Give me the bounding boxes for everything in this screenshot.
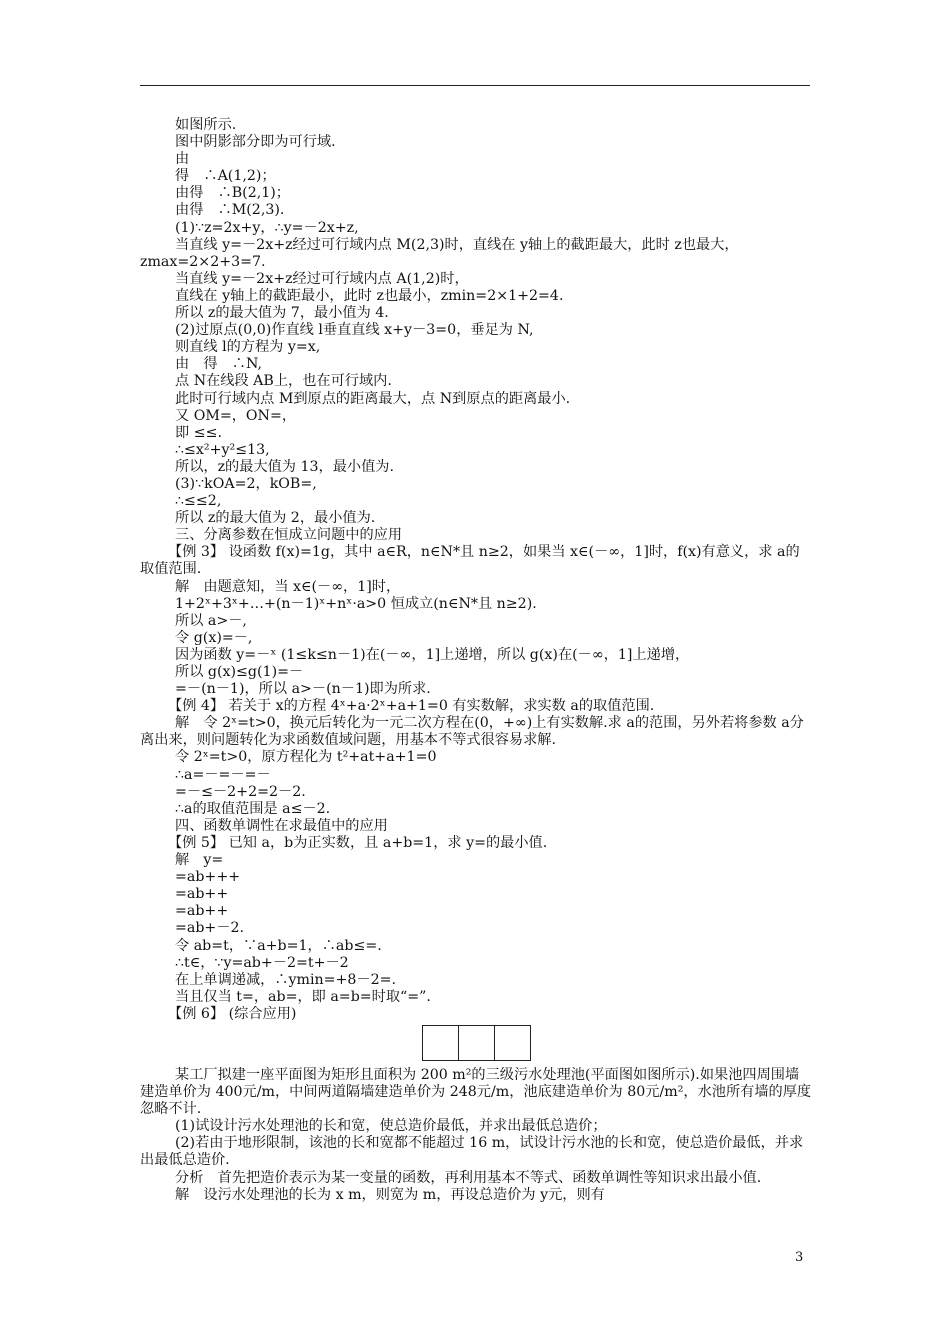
text-line: (1)∵z=2x+y，∴y=－2x+z, [175, 219, 359, 236]
text-line: =－≤－2+2=2－2. [175, 783, 306, 800]
text-line: =ab++ [175, 903, 229, 920]
text-line: 即 ≤≤. [175, 424, 222, 441]
text-line: 解 y= [175, 852, 224, 869]
text-line: =ab+++ [175, 869, 241, 886]
text-line: 所以 z的最大值为 7，最小值为 4. [175, 305, 389, 322]
solution-part2 [140, 271, 812, 545]
text-line: 令 ab=t，∵a+b=1，∴ab≤=. [175, 937, 382, 954]
section-heading-4: 四、函数单调性在求最值中的应用 [175, 817, 388, 834]
text-line: ∴a=－=－=－ [175, 766, 271, 783]
text-line: 由得 ∴M(2,3). [175, 202, 285, 219]
text-line: ∴≤x²+y²≤13, [175, 441, 270, 458]
text-line: 所以 a>－, [175, 612, 247, 629]
text-line: 解 由题意知，当 x∈(－∞，1]时， [175, 578, 401, 595]
question-6-2: (2)若由于地形限制，该池的长和宽都不能超过 16 m，试设计污水池的长和宽，使总造价最低，并求出最低总造价. [140, 1135, 804, 1169]
text-line: =－(n－1)，所以 a>－(n－1)即为所求. [175, 681, 431, 698]
header-rule [140, 85, 810, 86]
page-number: 3 [795, 1250, 804, 1265]
paragraph-zmax: 当直线 y=－2x+z经过可行域内点 M(2,3)时，直线在 y轴上的截距最大，此时 z也最大，zmax=2×2+3=7. [140, 236, 739, 270]
analysis-6: 分析 首先把造价表示为某一变量的函数，再利用基本不等式、函数单调性等知识求出最小值. [175, 1169, 762, 1186]
text-line: 此时可行域内点 M到原点的距离最大，点 N到原点的距离最小. [175, 390, 571, 407]
text-line: ∴t∈，∵y=ab+－2=t+－2 [175, 954, 349, 971]
text-line: 则直线 l的方程为 y=x, [175, 339, 321, 356]
text-line: 由得 ∴B(2,1)； [175, 185, 290, 202]
text-line: 所以，z的最大值为 13，最小值为. [175, 458, 394, 475]
text-line: 点 N在线段 AB上，也在可行域内. [175, 373, 392, 390]
text-line: 由 [175, 151, 190, 168]
text-line: =ab++ [175, 886, 229, 903]
solution-6: 解 设污水处理池的长为 x m，则宽为 m，再设总造价为 y元，则有 [175, 1186, 605, 1203]
text-line: 所以 z的最大值为 2，最小值为. [175, 510, 376, 527]
text-line: 令 2ˣ=t>0，原方程化为 t²+at+a+1=0 [175, 749, 437, 766]
text-line: ∴≤≤2, [175, 493, 222, 510]
page-body [140, 117, 812, 1204]
pool-cell [423, 1026, 458, 1060]
text-line: 图中阴影部分即为可行域. [175, 134, 336, 151]
problem-6: 某工厂拟建一座平面图为矩形且面积为 200 m²的三级污水处理池(平面图如图所示).如果池四周围墙建造单价为 400元/m，中间两道隔墙建造单价为 248元/m，池底建造单价为 80元/m²，水池所有墙的厚度忽略不计. [140, 1066, 812, 1118]
example-6: 【例 6】 (综合应用) [168, 1005, 297, 1022]
solution-4: 解 令 2ˣ=t>0，换元后转化为一元二次方程在(0，+∞)上有实数解.求 a的范围，另外若将参数 a分离出来，则问题转化为求函数值域问题，用基本不等式很容易求解. [140, 715, 804, 749]
text-line: 直线在 y轴上的截距最小，此时 z也最小，zmin=2×1+2=4. [175, 287, 564, 304]
text-line: 1+2ˣ+3ˣ+…+(n－1)ˣ+nˣ·a>0 恒成立(n∈N*且 n≥2). [175, 595, 537, 612]
question-6-1: (1)试设计污水处理池的长和宽，使总造价最低，并求出最低总造价； [175, 1118, 607, 1135]
text-line: 得 ∴A(1,2)； [175, 168, 276, 185]
text-line: 当直线 y=－2x+z经过可行域内点 A(1,2)时， [175, 270, 469, 287]
text-line: 在上单调递减，∴ymin=+8－2=. [175, 971, 397, 988]
text-line: 又 OM=，ON=， [175, 407, 297, 424]
pool-cell [494, 1026, 530, 1060]
text-line: 令 g(x)=－, [175, 629, 253, 646]
section-heading-3: 三、分离参数在恒成立问题中的应用 [175, 527, 403, 544]
text-line: (3)∵kOA=2，kOB=, [175, 475, 317, 492]
text-line: 如图所示. [175, 117, 237, 133]
text-line: (2)过原点(0,0)作直线 l垂直直线 x+y－3=0，垂足为 N, [175, 322, 534, 339]
solution-part3 [140, 579, 812, 716]
text-line: 当且仅当 t=，ab=，即 a=b=时取“=”. [175, 988, 431, 1005]
pool-cell [458, 1026, 494, 1060]
text-line: =ab+－2. [175, 920, 245, 937]
pool-diagram [140, 1025, 812, 1061]
example-4: 【例 4】 若关于 x的方程 4ˣ+a·2ˣ+a+1=0 有实数解，求实数 a的取值范围. [168, 698, 655, 715]
pool-outline [422, 1025, 531, 1061]
text-line: ∴a的取值范围是 a≤－2. [175, 800, 331, 817]
text-line: 由 得 ∴N, [175, 356, 262, 373]
solution-part4 [140, 749, 812, 1023]
text-line: 因为函数 y=－ˣ (1≤k≤n－1)在(－∞，1]上递增，所以 g(x)在(－∞，1]上递增， [175, 646, 690, 663]
solution-part1 [140, 117, 812, 237]
example-3: 【例 3】 设函数 f(x)=1g，其中 a∈R，n∈N*且 n≥2，如果当 x∈(－∞，1]时，f(x)有意义，求 a的取值范围. [140, 544, 800, 578]
example-5: 【例 5】 已知 a，b为正实数，且 a+b=1，求 y=的最小值. [168, 834, 548, 851]
text-line: 所以 g(x)≤g(1)=－ [175, 664, 304, 680]
